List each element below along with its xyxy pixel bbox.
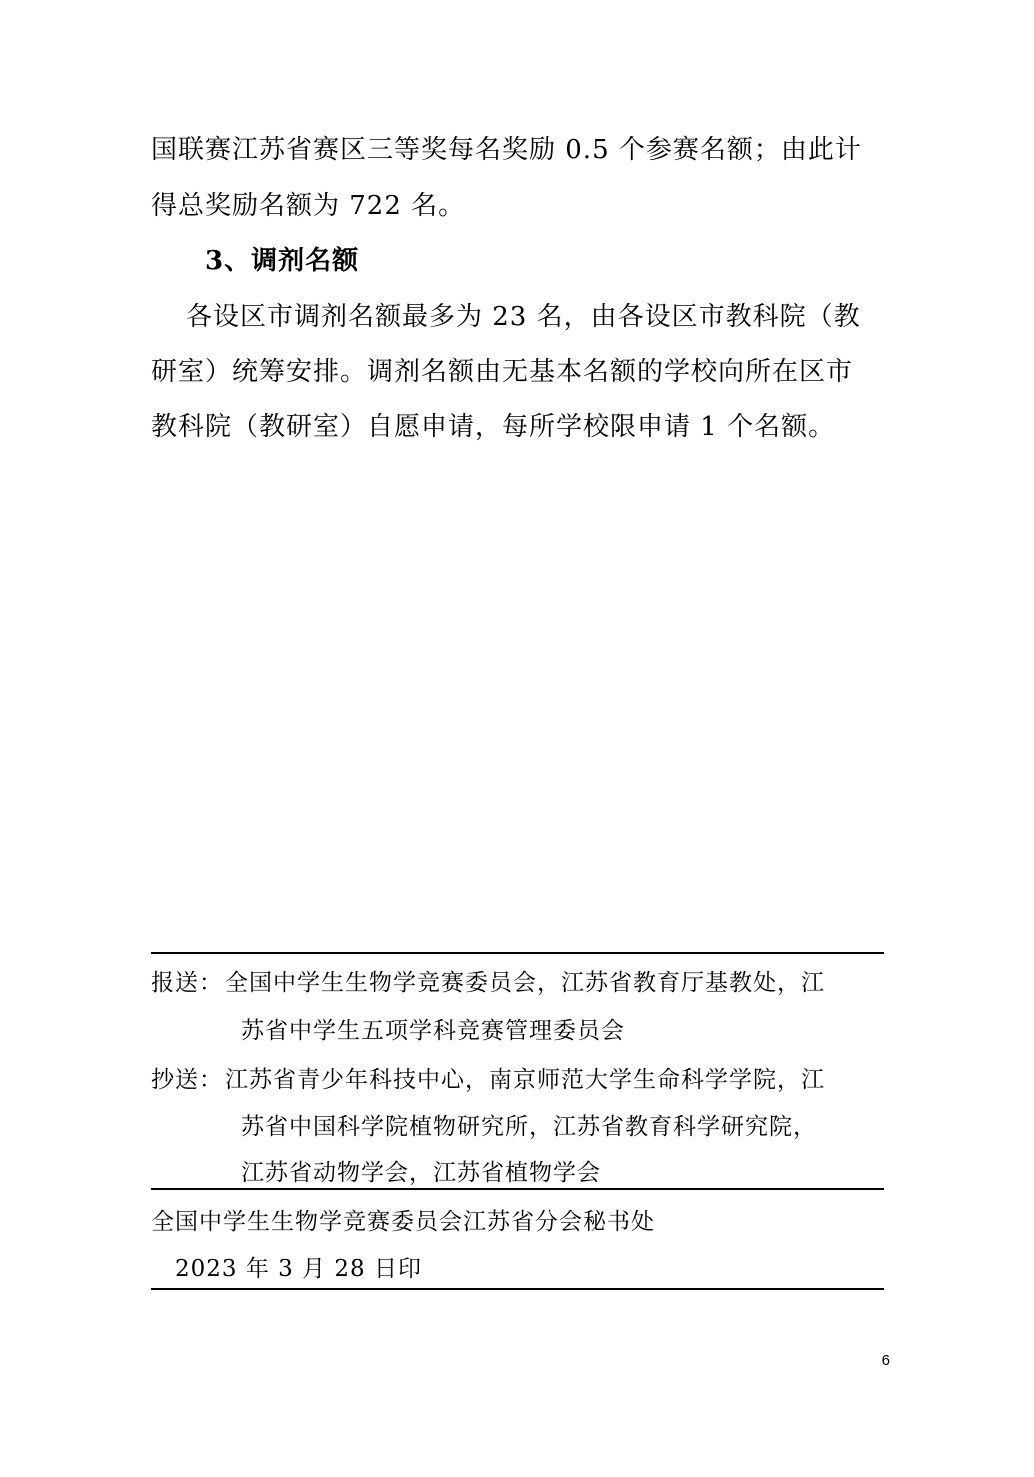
cc-line3: 江苏省动物学会，江苏省植物学会	[241, 1160, 601, 1186]
page-number: 6	[881, 1352, 890, 1369]
cc-label: 抄送：	[151, 1067, 223, 1093]
middle-rule	[151, 1188, 884, 1190]
report-to-label: 报送：	[151, 970, 223, 996]
para2-line3: 教科院（教研室）自愿申请，每所学校限申请 1 个名额。	[151, 412, 836, 442]
para1-line2: 得总奖励名额为 722 名。	[151, 191, 466, 221]
para1-line1: 国联赛江苏省赛区三等奖每名奖励 0.5 个参赛名额；由此计	[151, 135, 862, 165]
top-rule	[151, 952, 884, 954]
cc-line2: 苏省中国科学院植物研究所，江苏省教育科学研究院，	[241, 1114, 817, 1140]
report-to-line1: 全国中学生生物学竞赛委员会，江苏省教育厅基教处，江	[225, 970, 825, 996]
bottom-rule	[151, 1288, 884, 1290]
cc-line1: 江苏省青少年科技中心，南京师范大学生命科学学院，江	[225, 1067, 825, 1093]
para2-line1: 各设区市调剂名额最多为 23 名，由各设区市教科院（教	[186, 302, 861, 332]
section-heading: 3、调剂名额	[205, 246, 360, 276]
para2-line2: 研室）统筹安排。调剂名额由无基本名额的学校向所在区市	[151, 357, 854, 387]
issuer-office: 全国中学生生物学竞赛委员会江苏省分会秘书处	[151, 1209, 655, 1235]
issue-date: 2023 年 3 月 28 日印	[175, 1256, 422, 1282]
report-to-line2: 苏省中学生五项学科竞赛管理委员会	[241, 1018, 625, 1044]
